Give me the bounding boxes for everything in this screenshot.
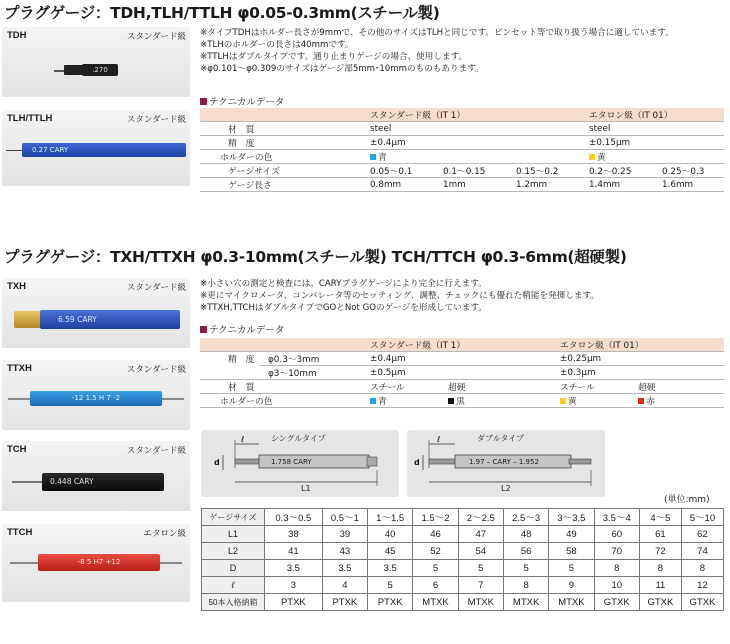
row-holder [200, 150, 724, 164]
row-size [200, 164, 724, 178]
diagram-double [407, 430, 605, 497]
row-label: L1 [202, 526, 265, 543]
color-name: 赤 [646, 397, 655, 407]
tech-header-row [200, 108, 724, 122]
color-name: 黒 [456, 397, 465, 407]
value-standard: steel [368, 122, 514, 136]
row-holder [200, 394, 724, 408]
length-value: 1.2mm [514, 178, 587, 192]
dim-d: d [214, 458, 220, 467]
color-swatch [638, 398, 644, 404]
color-swatch [370, 398, 376, 404]
photo-ttch [2, 524, 190, 602]
dim-d: d [414, 458, 420, 467]
product-code: TDH [7, 30, 27, 41]
dimension-table [201, 508, 724, 611]
color-name: 黄 [568, 397, 577, 407]
row-label: 材 質 [200, 122, 368, 136]
section2-title: プラグゲージ：TXH/TTXH φ0.3-10mm(スチール製) TCH/TTCH φ0.3-6mm(超硬製) [4, 248, 627, 266]
dim-row-box [202, 594, 724, 611]
cell: 56 [503, 543, 548, 560]
header-standard: スタンダード級（IT 1） [368, 108, 514, 122]
grade-label: エタロン級 [143, 529, 186, 539]
cell: 46 [413, 526, 458, 543]
grade-label: スタンダード級 [126, 115, 186, 125]
gauge-holder: 6.59 CARY [40, 310, 180, 329]
note: ※TTLHはダブルタイプです。通り止まりゲージの場合、使用します。 [200, 52, 468, 62]
cell: GTXK [681, 594, 723, 611]
section1-notes [200, 27, 674, 75]
cell: 12 [681, 577, 723, 594]
cell: 43 [322, 543, 367, 560]
photo-tlh [2, 110, 190, 186]
color-name: 青 [378, 397, 387, 407]
cell: 0.5～1 [322, 509, 367, 526]
diagram-single [201, 430, 399, 497]
note: ※小さい穴の測定と検査には、CARYプラグゲージにより完全に行えます。 [200, 279, 487, 289]
range-label: φ0.3～3mm [260, 352, 368, 366]
cell: 7 [458, 577, 503, 594]
tech-header-row [200, 338, 724, 352]
tech-heading-2 [200, 322, 284, 336]
color-value [446, 394, 558, 408]
header-standard: スタンダード級（IT 1） [368, 338, 558, 352]
row-label: 精 度 [228, 355, 255, 366]
cell: 5 [413, 560, 458, 577]
header-etalon: エタロン級（IT 01） [558, 338, 724, 352]
photo-ttxh [2, 360, 190, 430]
length-value: 1.4mm [587, 178, 660, 192]
color-swatch [448, 398, 454, 404]
dim-l: ℓ [241, 435, 245, 444]
diagram-marking: 1.758 CARY [271, 458, 312, 466]
cell: 41 [265, 543, 323, 560]
heading-marker [200, 326, 207, 333]
cell: PTXK [265, 594, 323, 611]
cell: 8 [681, 560, 723, 577]
cell: 2～2.5 [458, 509, 503, 526]
cell: 2.5～3 [503, 509, 548, 526]
tech-table-1 [200, 108, 724, 192]
gauge-holder: .270 [82, 64, 118, 76]
length-value: 0.8mm [368, 178, 441, 192]
tech-heading-1 [200, 94, 284, 108]
cell: 5～10 [681, 509, 723, 526]
row-length [200, 178, 724, 192]
product-code: TCH [7, 444, 27, 455]
photo-txh [2, 278, 190, 348]
grade-label: スタンダード級 [126, 365, 186, 375]
color-value [636, 394, 724, 408]
material-value: スチール [558, 380, 636, 394]
size-value: 0.25～0.3 [660, 164, 724, 178]
material-value: 超硬 [636, 380, 724, 394]
value-etalon: ±0.15μm [587, 136, 724, 150]
cell: 61 [639, 526, 681, 543]
value-standard: ±0.4μm [368, 352, 558, 366]
material-value: 超硬 [446, 380, 558, 394]
range-label: φ3～10mm [260, 366, 368, 380]
cell: 52 [413, 543, 458, 560]
note: ※タイプTDHはホルダー長さが9mmで、その他のサイズはTLHと同じです。ピンセット等で取り扱う場合に適しています。 [200, 28, 674, 38]
section1-title: プラグゲージ：TDH,TLH/TTLH φ0.05-0.3mm(スチール製) [4, 4, 440, 22]
cell: 6 [413, 577, 458, 594]
cell: MTXK [549, 594, 594, 611]
value-standard [368, 150, 514, 164]
cell: PTXK [322, 594, 367, 611]
cell: 0.3～0.5 [265, 509, 323, 526]
cell: 5 [458, 560, 503, 577]
cell: 8 [503, 577, 548, 594]
diagram-title: シングルタイプ [271, 434, 326, 443]
cell: 3 [265, 577, 323, 594]
cell: 8 [639, 560, 681, 577]
cell: 58 [549, 543, 594, 560]
size-value: 0.1～0.15 [441, 164, 514, 178]
cell: 5 [549, 560, 594, 577]
cell: 4 [322, 577, 367, 594]
grade-label: スタンダード級 [126, 32, 186, 42]
grade-label: スタンダード級 [126, 283, 186, 293]
note: ※更にマイクロメータ、コンパレータ等のセッティング、調整、チェックにも優れた精能を発揮します。 [200, 291, 599, 301]
cell: 3～3.5 [549, 509, 594, 526]
diagram-marking: 1.97 – CARY – 1.952 [469, 458, 539, 466]
product-code: TTCH [7, 527, 33, 538]
size-value: 0.05～0.1 [368, 164, 441, 178]
cell: 10 [594, 577, 639, 594]
cell: 11 [639, 577, 681, 594]
cell: 3.5 [322, 560, 367, 577]
row-label: ゲージサイズ [202, 509, 265, 526]
cell: MTXK [413, 594, 458, 611]
photo-tdh [2, 27, 190, 97]
row-material [200, 380, 724, 394]
cell: 72 [639, 543, 681, 560]
dim-l: ℓ [437, 435, 441, 444]
value-etalon [587, 150, 724, 164]
cell: 1～1.5 [368, 509, 413, 526]
cell: 39 [322, 526, 367, 543]
value-standard: ±0.4μm [368, 136, 514, 150]
material-value: スチール [368, 380, 446, 394]
dim-row-l2 [202, 543, 724, 560]
length-value: 1mm [441, 178, 514, 192]
cell: 4～5 [639, 509, 681, 526]
note: ※TTXH,TTCHはダブルタイプでGOとNot GOのゲージを形成しています。 [200, 303, 487, 313]
row-label: 精 度 [200, 136, 368, 150]
gauge-holder: 0.448 CARY [42, 473, 164, 491]
note: ※φ0.101～φ0.309のサイズはゲージ部5mm･10mmのものもあります。 [200, 64, 484, 74]
value-standard: ±0.5μm [368, 366, 558, 380]
length-value: 1.6mm [660, 178, 724, 192]
size-value: 0.15～0.2 [514, 164, 587, 178]
product-code: TLH/TTLH [7, 113, 53, 124]
cell: 3.5～4 [594, 509, 639, 526]
cell: 74 [681, 543, 723, 560]
gauge-holder: -12 1.5 H 7 -2 [30, 391, 162, 406]
row-label: 材 質 [200, 380, 368, 394]
value-etalon: ±0.3μm [558, 366, 724, 380]
cell: 47 [458, 526, 503, 543]
cell: GTXK [639, 594, 681, 611]
cell: 48 [503, 526, 548, 543]
diagram-title: ダブルタイプ [477, 434, 524, 443]
color-value [368, 394, 446, 408]
row-material [200, 122, 724, 136]
color-value [558, 394, 636, 408]
note: ※TLHのホルダーの長さは40mmです。 [200, 40, 354, 50]
value-etalon: steel [587, 122, 724, 136]
cell: 45 [368, 543, 413, 560]
dim-row-size [202, 509, 724, 526]
header-etalon: エタロン級（IT 01） [587, 108, 724, 122]
heading-marker [200, 98, 207, 105]
gauge-pin [14, 311, 42, 328]
cell: 54 [458, 543, 503, 560]
dim-row-d [202, 560, 724, 577]
cell: 3.5 [368, 560, 413, 577]
cell: 5 [503, 560, 548, 577]
cell: 62 [681, 526, 723, 543]
cell: 1.5～2 [413, 509, 458, 526]
cell: MTXK [503, 594, 548, 611]
row-label: D [202, 560, 265, 577]
cell: 49 [549, 526, 594, 543]
product-code: TXH [7, 281, 26, 292]
cell: GTXK [594, 594, 639, 611]
cell: 9 [549, 577, 594, 594]
dim-total: L1 [301, 484, 311, 493]
row-label: L2 [202, 543, 265, 560]
tech-table-2 [200, 338, 724, 408]
color-name: 青 [378, 153, 387, 163]
color-name: 黄 [597, 153, 606, 163]
cell: 8 [594, 560, 639, 577]
row-label: ゲージサイズ [200, 164, 368, 178]
row-accuracy-2 [200, 366, 724, 380]
gauge-collar [64, 65, 84, 75]
unit-label: (単位:mm) [664, 495, 710, 505]
cell: 60 [594, 526, 639, 543]
dim-row-l [202, 577, 724, 594]
color-swatch [560, 398, 566, 404]
gauge-holder: 0.27 CARY [22, 143, 186, 157]
value-etalon: ±0.25μm [558, 352, 724, 366]
tech-heading-text: テクニカルデータ [209, 97, 285, 108]
row-label: ℓ [202, 577, 265, 594]
dim-total: L2 [501, 484, 511, 493]
photo-tch [2, 441, 190, 511]
row-accuracy [200, 136, 724, 150]
cell: MTXK [458, 594, 503, 611]
row-label: ホルダーの色 [200, 150, 368, 164]
cell: 38 [265, 526, 323, 543]
cell: 3.5 [265, 560, 323, 577]
cell: 5 [368, 577, 413, 594]
section2-notes [200, 278, 599, 314]
grade-label: スタンダード級 [126, 446, 186, 456]
gauge-holder: -8 5 H7 +12 [38, 554, 160, 571]
product-code: TTXH [7, 363, 32, 374]
cell: PTXK [368, 594, 413, 611]
tech-heading-text: テクニカルデータ [209, 325, 285, 336]
color-swatch [589, 154, 595, 160]
cell: 70 [594, 543, 639, 560]
row-accuracy-1 [200, 352, 724, 366]
row-label: ゲージ長さ [200, 178, 368, 192]
color-swatch [370, 154, 376, 160]
row-label: 50本入格納箱 [202, 594, 265, 611]
size-value: 0.2～0.25 [587, 164, 660, 178]
dim-row-l1 [202, 526, 724, 543]
row-label: ホルダーの色 [200, 394, 368, 408]
cell: 40 [368, 526, 413, 543]
